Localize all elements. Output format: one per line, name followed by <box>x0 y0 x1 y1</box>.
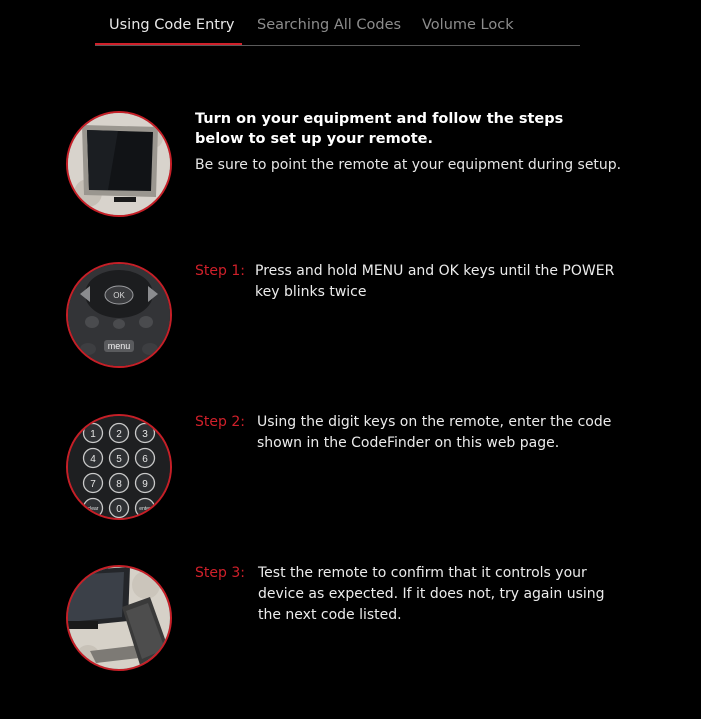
keypad-key-label: 3 <box>142 429 148 440</box>
keypad-key <box>110 499 129 518</box>
intro-heading: Turn on your equipment and follow the steps below to set up your remote. <box>195 111 564 147</box>
keypad-key-label: 1 <box>90 429 96 440</box>
keypad-key-label: 8 <box>116 479 122 490</box>
step-1-label: Step 1: <box>195 263 245 279</box>
menu-key-label: menu <box>107 341 131 351</box>
step-1-text: Press and hold MENU and OK keys until the POWER key blinks twice <box>255 263 615 300</box>
keypad-key-label: 6 <box>142 454 148 465</box>
step-2-label: Step 2: <box>195 414 245 430</box>
keypad-key <box>136 499 155 518</box>
keypad-icon <box>66 414 172 520</box>
tab-using-code-entry[interactable]: Using Code Entry <box>109 17 235 33</box>
intro-subtext: Be sure to point the remote at your equipment during setup. <box>195 157 622 173</box>
keypad-key <box>84 424 103 443</box>
keypad-key-label: 0 <box>116 504 122 515</box>
keypad-key <box>84 474 103 493</box>
step-3-text: Test the remote to confirm that it controls your device as expected. If it does not, try again using the next code listed. <box>258 565 605 623</box>
keypad-key <box>110 474 129 493</box>
tab-volume-lock[interactable]: Volume Lock <box>422 17 514 33</box>
step-2-text: Using the digit keys on the remote, enter the code shown in the CodeFinder on this web page. <box>257 414 612 451</box>
keypad-key <box>84 499 103 518</box>
keypad-key <box>136 424 155 443</box>
keypad-key-label: clear <box>87 506 99 512</box>
active-tab-indicator <box>95 43 242 45</box>
keypad-key <box>136 474 155 493</box>
tab-searching-all-codes[interactable]: Searching All Codes <box>257 17 402 33</box>
keypad-key <box>84 449 103 468</box>
tv-icon <box>66 111 172 217</box>
keypad-key-label: 7 <box>90 479 96 490</box>
keypad-key-label: 2 <box>116 429 122 440</box>
menu-ok-keys-icon <box>66 262 172 368</box>
keypad-key <box>110 424 129 443</box>
step-3-label: Step 3: <box>195 565 245 581</box>
keypad-key-label: 4 <box>90 454 96 465</box>
test-remote-icon <box>66 565 172 671</box>
keypad-key-label: enter <box>139 506 151 512</box>
keypad-key-label: 9 <box>142 479 148 490</box>
keypad-key <box>136 449 155 468</box>
keypad-key <box>110 449 129 468</box>
tab-bar <box>95 0 580 46</box>
keypad-key-label: 5 <box>116 454 122 465</box>
ok-key-label: OK <box>113 291 125 300</box>
